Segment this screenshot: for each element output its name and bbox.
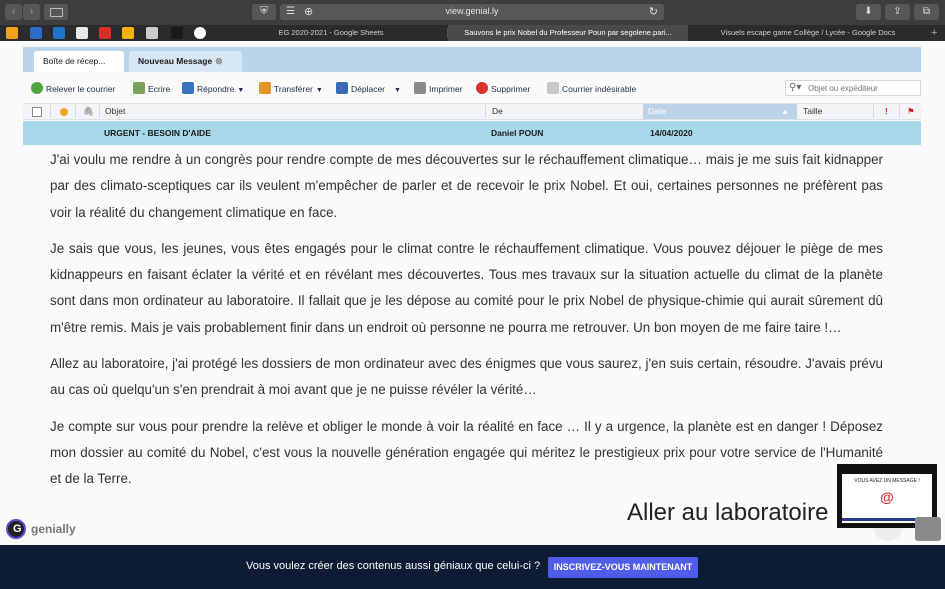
popup-screen [842,474,932,523]
bookmark-favicon-icon[interactable] [6,27,18,39]
search-box[interactable] [785,80,921,96]
move-button[interactable] [336,82,401,98]
delete-button[interactable] [476,82,530,96]
attachment-icon[interactable]: 🖇 [83,106,94,116]
outlook-favicon-icon[interactable] [53,27,65,39]
sort-ascending-icon: ▲ [781,107,789,116]
tab-new-message[interactable] [129,51,242,72]
download-icon[interactable]: ⬇ [856,4,881,20]
chevron-down-icon[interactable]: ▼ [237,87,245,94]
search-input[interactable] [808,82,918,94]
column-divider [99,105,100,118]
column-subject[interactable]: Objet [105,106,126,116]
priority-column[interactable]: ! [885,106,888,116]
junk-icon [547,82,559,94]
print-label: Imprimer [429,84,463,94]
close-icon[interactable]: ⊗ [215,56,223,66]
tab-inbox[interactable] [34,51,124,72]
column-divider [75,105,76,118]
column-divider [485,105,486,118]
refresh-button[interactable] [31,82,115,96]
table-row[interactable] [23,121,921,145]
print-button[interactable] [414,82,463,96]
email-subject: URGENT - BESOIN D'AIDE [104,128,211,138]
tabs-overview-icon[interactable]: ⧉ [914,4,939,20]
reply-icon [182,82,194,94]
google-favicon-icon[interactable] [194,27,206,39]
email-body [50,147,883,503]
compose-label: Ecrire [148,84,171,94]
new-tab-button[interactable]: + [931,27,938,39]
body-paragraph: J'ai voulu me rendre à un congrès pour rendre compte de mes découvertes sur le réchauffement climatique… mais je me suis fait kidnapper par des climato-sceptiques car ils veulent m'empêcher de parler et de recevoir le prix Nobel. Et oui, certaines personnes ne préfèrent pas voir la réalité du changement climatique en face. [50,152,883,220]
message-list-header [23,103,921,120]
body-paragraph: Je sais que vous, les jeunes, vous êtes engagés pour le climat contre le réchauffement climatique. Vous pouvez déjouer le piège de mes kidnappeurs en faisant éclater la vérité et en révélant mes découvertes. Tous mes travaux sur la situation actuelle du climat de la planète sont dans mon ordinateur au laboratoire. Il fallait que je les dépose au comité pour le prix Nobel de physique-chimie qui aurait sûrement dû m'être remis. Mais je vais probablement finir dans un endroit où personne ne pourra me retrouver. Un bon moyen de me faire taire !… [50,240,883,335]
delete-icon [476,82,488,94]
email-sender: Daniel POUN [491,128,544,138]
forward-mail-button[interactable] [259,82,323,98]
column-divider [873,105,874,118]
delete-label: Supprimer [491,84,531,94]
move-icon [336,82,348,94]
address-bar[interactable] [280,4,664,20]
genially-logo-word: genially [31,522,76,536]
reload-icon[interactable]: ↻ [648,6,658,18]
plus-circle-icon[interactable]: ⊕ [304,6,314,18]
shield-icon[interactable]: ⛨ [252,4,276,20]
forward-icon [259,82,271,94]
tab-google-sheets[interactable]: EG 2020-2021 - Google Sheets [278,28,384,37]
column-from[interactable]: De [492,106,503,116]
tab-inbox-label: Boîte de récep... [43,56,106,66]
signup-button[interactable]: INSCRIVEZ-VOUS MAINTENANT [548,557,698,578]
banner-text: Vous voulez créer des contenus aussi géniaux que celui-ci ? [246,560,541,572]
move-label: Déplacer [351,84,386,94]
popup-title: VOUS AVEZ UN MESSAGE ! [854,478,920,484]
go-to-lab-button[interactable]: Aller au laboratoire [627,499,829,526]
mail-toolbar [23,79,921,100]
at-sign-icon: @ [880,489,894,505]
body-paragraph: Allez au laboratoire, j'ai protégé les dossiers de mon ordinateur avec des énigmes que vous saurez, j'en suis certain, résoudre. J'avais prévu au cas où quelqu'un s'en prendrait à moi avant que je ne puisse révéler la vérité… [50,356,883,398]
back-button[interactable]: ‹ [5,4,22,20]
reader-icon[interactable]: ☰ [286,6,295,17]
bookmark-favicon-icon[interactable] [76,27,88,39]
forward-label: Transférer [274,84,313,94]
junk-button[interactable] [547,82,636,96]
search-icon[interactable]: ⚲▾ [789,82,802,93]
reply-label: Répondre [197,84,235,94]
gmail-favicon-icon[interactable] [99,27,111,39]
bookmark-favicon-icon[interactable] [146,27,158,39]
bookmark-favicon-icon[interactable] [171,27,183,39]
page-content [0,41,945,589]
sidebar-toggle-button[interactable] [44,4,68,20]
chevron-down-icon[interactable]: ▼ [315,87,323,94]
browser-toolbar [0,0,945,25]
url-text: view.genial.ly [445,6,499,16]
signup-banner [0,545,945,589]
column-divider [50,105,51,118]
refresh-icon [31,82,43,94]
drive-favicon-icon[interactable] [122,27,134,39]
chevron-down-icon[interactable]: ▼ [394,87,401,94]
flag-icon[interactable]: ⚑ [907,106,915,116]
share-icon[interactable]: ⇪ [885,4,910,20]
column-date[interactable] [643,104,797,119]
tab-new-message-label: Nouveau Message [138,56,213,66]
select-all-checkbox[interactable] [32,107,42,117]
tab-google-docs[interactable]: Visuels escape game Collège / Lycée - Google Docs [720,28,896,37]
email-date: 14/04/2020 [650,128,693,138]
column-date-label: Date [648,106,666,116]
tab-strip [0,25,945,41]
mail-tab-bar [23,47,921,72]
reply-button[interactable] [182,82,244,98]
junk-label: Courrier indésirable [562,84,637,94]
compose-icon [133,82,145,94]
genially-logo-icon: G [6,519,26,539]
column-divider [899,105,900,118]
bookmark-favicon-icon[interactable] [30,27,42,39]
compose-button[interactable] [133,82,170,96]
forward-button[interactable]: › [23,4,40,20]
refresh-label: Relever le courrier [46,84,116,94]
print-icon [414,82,426,94]
menu-button[interactable] [915,517,941,541]
column-size[interactable]: Taille [803,106,823,116]
tab-genially-active[interactable]: Sauvons le prix Nobel du Professeur Poun par segolene.pari... [448,25,688,41]
read-status-icon[interactable] [60,108,68,116]
body-paragraph: Je compte sur vous pour prendre la relève et obliger le monde à voir la réalité en face … Il y a urgence, la planète est en danger ! Déposez mon dossier au comité du Nobel, c'est vous la nouvelle génération engagée qui méritez le prestigieux prix pour votre service de l'Humanité et de la Terre. [50,418,883,487]
